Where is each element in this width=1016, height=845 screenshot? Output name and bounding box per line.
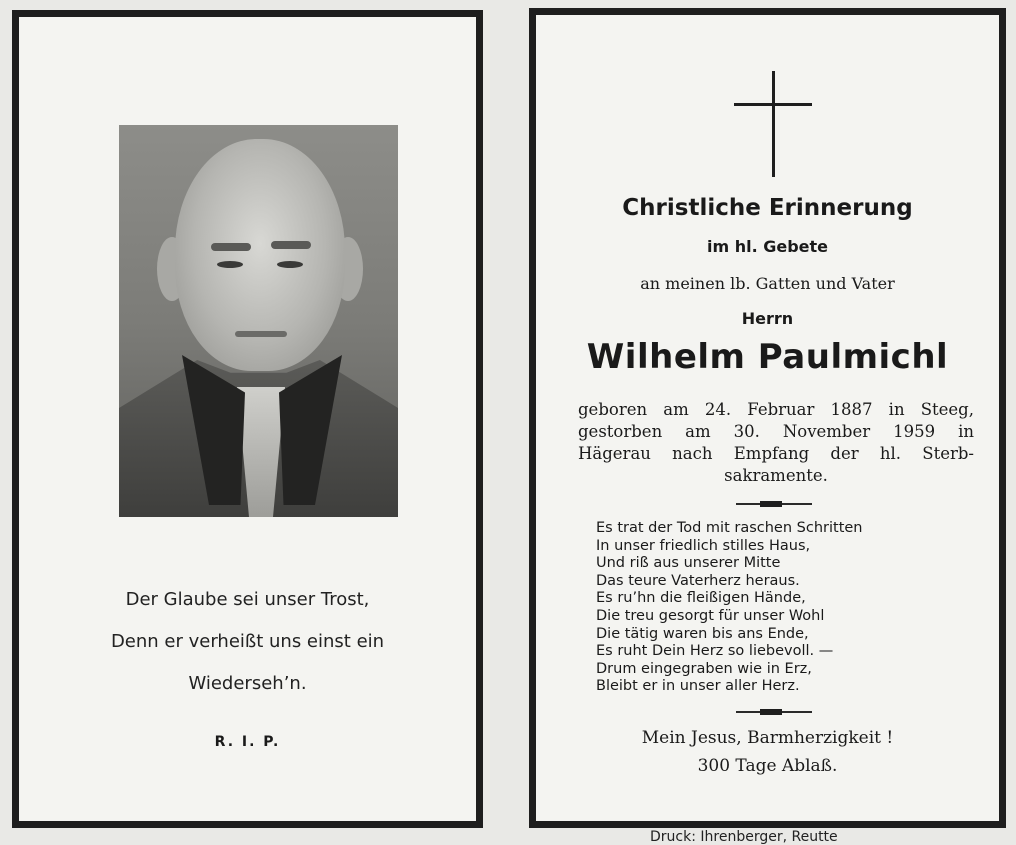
verse-line: Wiederseh’n. xyxy=(188,673,307,694)
bio-line: Hägerau nach Empfang der hl. Sterb- xyxy=(578,444,974,463)
verse-line: Denn er verheißt uns einst ein xyxy=(110,631,385,652)
deceased-name: Wilhelm Paulmichl xyxy=(586,337,949,377)
poem-line: Die treu gesorgt für unser Wohl xyxy=(596,607,825,624)
poem-line: Bleibt er in unser aller Herz. xyxy=(596,678,800,695)
poem-line: Die tätig waren bis ans Ende, xyxy=(596,625,809,642)
card-subtitle: im hl. Gebete xyxy=(706,237,829,256)
verse-line: Der Glaube sei unser Trost, xyxy=(125,589,370,610)
biography xyxy=(578,399,974,487)
poem-line: Es ru’hn die fleißigen Hände, xyxy=(596,590,806,607)
bio-line: geboren am 24. Februar 1887 in Steeg, xyxy=(578,400,974,419)
printer-imprint: Druck: Ihrenberger, Reutte xyxy=(650,829,838,845)
left-memorial-card xyxy=(12,10,483,828)
poem-line: Es ruht Dein Herz so liebevoll. — xyxy=(596,643,834,660)
right-memorial-card xyxy=(529,8,1006,828)
poem-line: Das teure Vaterherz heraus. xyxy=(596,572,800,589)
poem-line: Und riß aus unserer Mitte xyxy=(596,555,781,572)
ornamental-divider xyxy=(736,503,812,505)
poem-line: Es trat der Tod mit raschen Schritten xyxy=(596,520,863,536)
poem xyxy=(596,520,976,696)
card-title: Christliche Erinnerung xyxy=(622,195,913,221)
bio-line: gestorben am 30. November 1959 in xyxy=(578,422,974,441)
closing-line: Mein Jesus, Barmherzigkeit ! xyxy=(641,728,894,748)
closing-line: 300 Tage Ablaß. xyxy=(697,756,838,776)
rip-label: R. I. P. xyxy=(214,734,281,750)
poem-line: In unser friedlich stilles Haus, xyxy=(596,537,811,554)
ornamental-divider xyxy=(736,711,812,713)
honorific: Herrn xyxy=(741,309,794,328)
poem-line: Drum eingegraben wie in Erz, xyxy=(596,660,812,677)
bio-line: sakramente. xyxy=(724,466,828,485)
portrait-photo xyxy=(119,125,398,517)
dedication-line: an meinen lb. Gatten und Vater xyxy=(640,274,895,293)
